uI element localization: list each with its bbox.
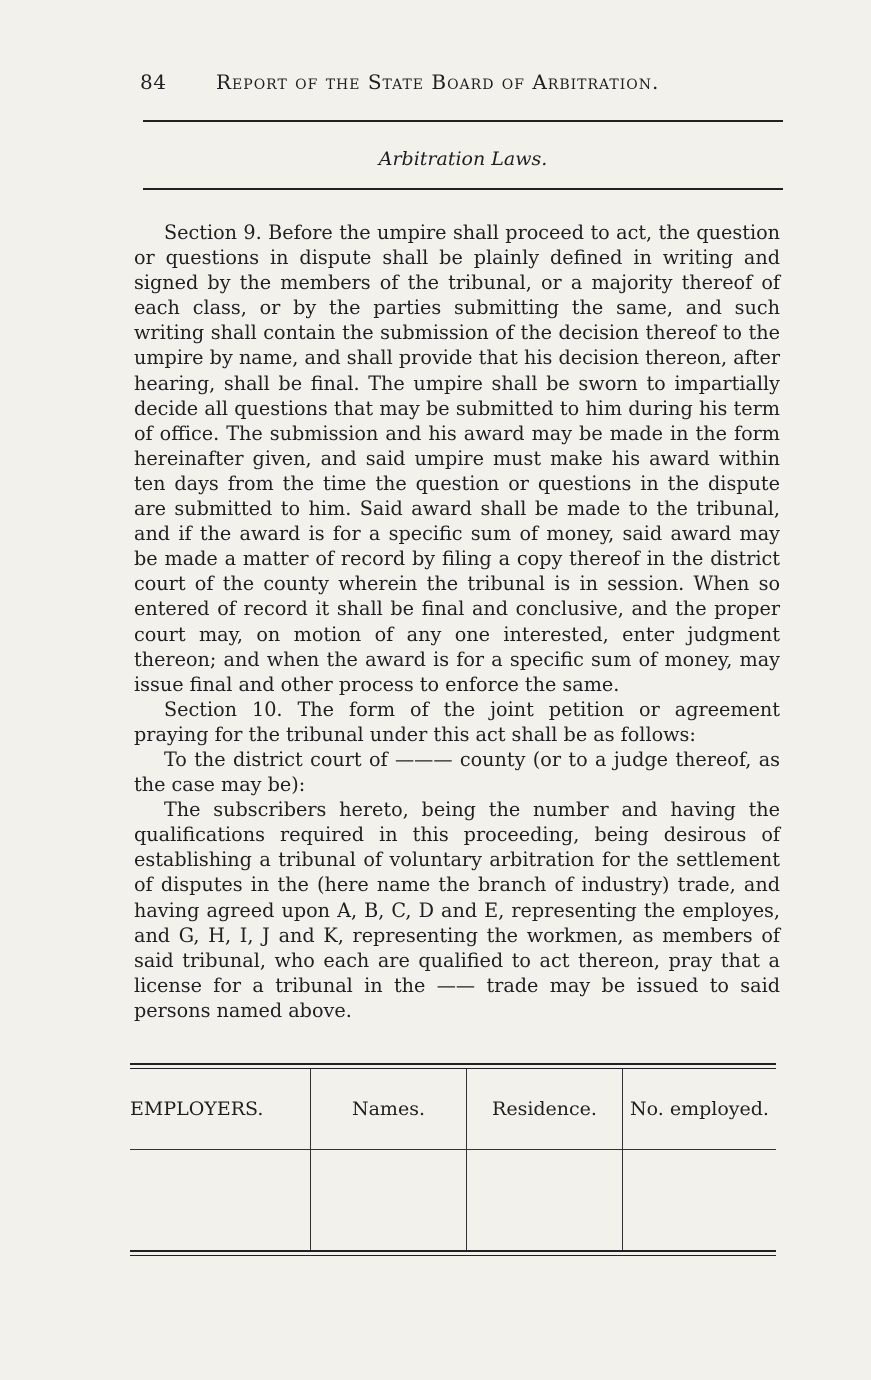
table-row (130, 1150, 776, 1251)
page-number: 84 (140, 70, 167, 94)
section-subtitle: Arbitration Laws. (378, 148, 548, 170)
table-cell (130, 1150, 311, 1251)
table-header-row (130, 1069, 776, 1150)
col-residence: Residence. (467, 1069, 623, 1150)
col-no-employed: No. employed. (623, 1069, 777, 1150)
table-bottom-rule (130, 1250, 776, 1256)
paragraph-petition: The subscribers hereto, being the number and having the qualifications required in this proceeding, being desirous of establishing a tribunal of voluntary arbitration for the settlement of disputes in the (here name the branch of industry) trade, and having agreed upon A, B, C, D and E, representing the employes, and G, H, I, J and K, representing the workmen, as members of said tribunal, who each are qualified to act thereon, pray that a license for a tribunal in the —— trade may be issued to said persons named above. (134, 798, 780, 1022)
table-cell (311, 1150, 467, 1251)
table-cell (623, 1150, 777, 1251)
paragraph-section-10: Section 10. The form of the joint petition or agreement praying for the tribunal under this act shall be as follows: (134, 697, 780, 746)
col-names: Names. (311, 1069, 467, 1150)
subtitle-rule (143, 188, 783, 190)
running-title: Report of the State Board of Arbitration. (216, 70, 660, 94)
body-text (134, 220, 780, 1023)
col-employers: EMPLOYERS. (130, 1098, 264, 1120)
employers-table (130, 1063, 776, 1256)
paragraph-address: To the district court of ——— county (or to a judge thereof, as the case may be): (134, 747, 780, 797)
header-rule (143, 120, 783, 122)
table-cell (467, 1150, 623, 1251)
paragraph-section-9: Section 9. Before the umpire shall proceed to act, the question or questions in dispute shall be plainly defined in writing and signed by the members of the tribunal, or a majority thereof of each class, or by the parties submitting the same, and such writing shall contain the submission of the decision thereof to the umpire by name, and shall provide that his decision thereon, after hearing, shall be final. The umpire shall be sworn to impartially decide all questions that may be submitted to him during his term of office. The submission and his award may be made in the form hereinafter given, and said umpire must make his award within ten days from the time the question or questions in the dispute are submitted to him. Said award shall be made to the tribunal, and if the award is for a specific sum of money, said award may be made a matter of record by filing a copy thereof in the district court of the county wherein the tribunal is in session. When so entered of record it shall be final and conclusive, and the proper court may, on motion of any one interested, enter judgment thereon; and when the award is for a specific sum of money, may issue final and other process to enforce the same. (134, 221, 780, 696)
